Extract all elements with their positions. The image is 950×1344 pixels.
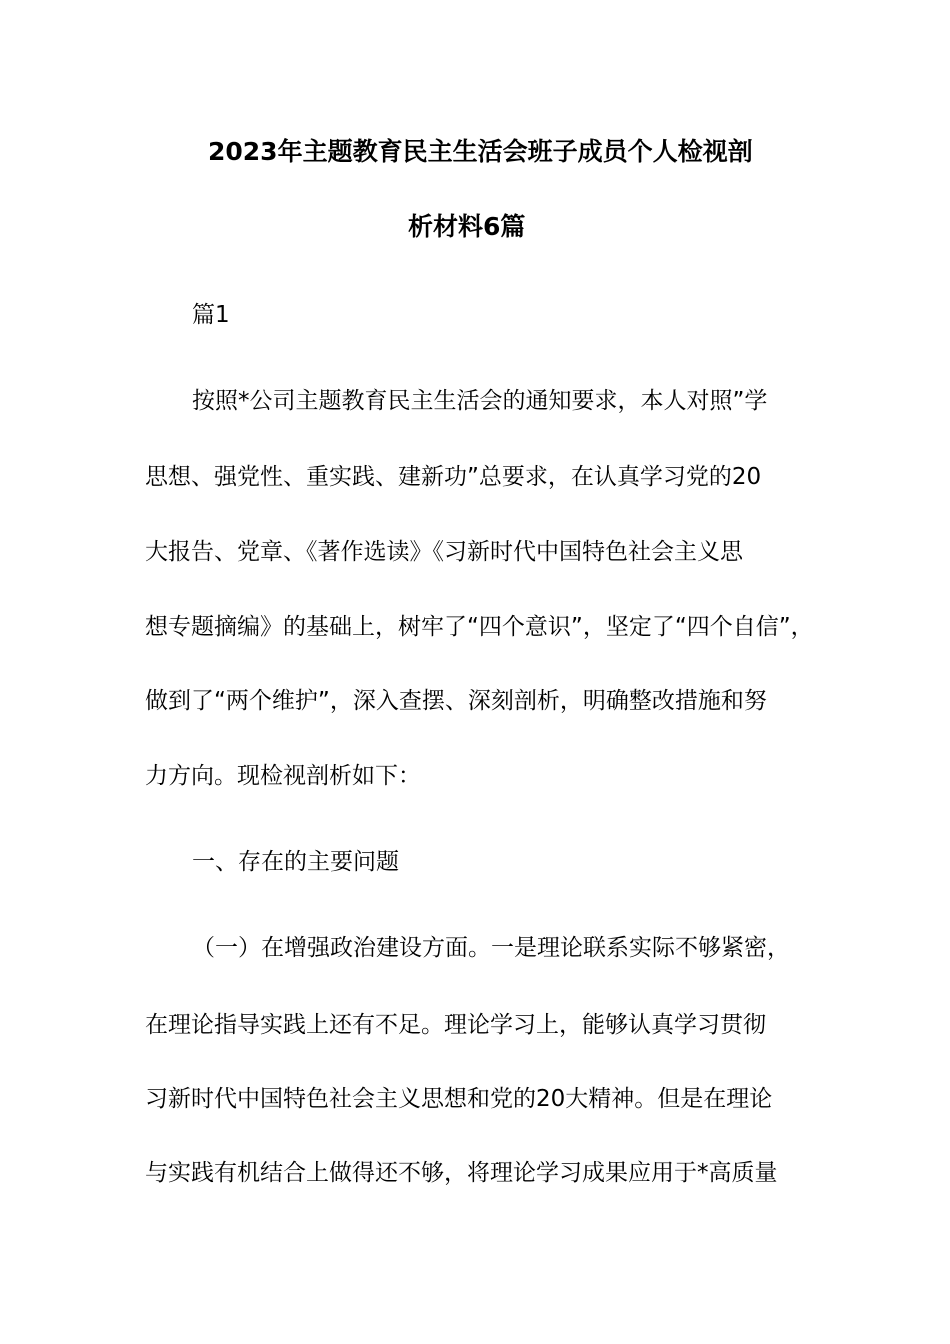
paragraph-1-line-4: 想专题摘编》的基础上，树牢了“四个意识”，坚定了“四个自信”， [145,614,814,640]
paragraph-2-line-2: 在理论指导实践上还有不足。理论学习上，能够认真学习贯彻 [145,1012,766,1038]
document-title-line-2: 析材料6篇 [408,212,526,241]
section-label: 篇1 [192,302,230,328]
paragraph-2-line-1: （一）在增强政治建设方面。一是理论联系实际不够紧密， [192,935,790,961]
heading-existing-problems: 一、存在的主要问题 [192,849,399,875]
paragraph-1-line-2: 思想、强党性、重实践、建新功”总要求，在认真学习党的20 [145,464,762,490]
document-title-line-1: 2023年主题教育民主生活会班子成员个人检视剖 [208,137,753,166]
paragraph-1-line-1: 按照*公司主题教育民主生活会的通知要求，本人对照”学 [192,388,768,414]
paragraph-1-line-6: 力方向。现检视剖析如下： [145,763,421,789]
paragraph-1-line-5: 做到了“两个维护”，深入查摆、深刻剖析，明确整改措施和努 [145,688,767,714]
paragraph-2-line-3: 习新时代中国特色社会主义思想和党的20大精神。但是在理论 [145,1086,773,1112]
paragraph-1-line-3: 大报告、党章、《著作选读》《习新时代中国特色社会主义思 [145,539,743,565]
paragraph-2-line-4: 与实践有机结合上做得还不够，将理论学习成果应用于*高质量 [145,1160,778,1186]
